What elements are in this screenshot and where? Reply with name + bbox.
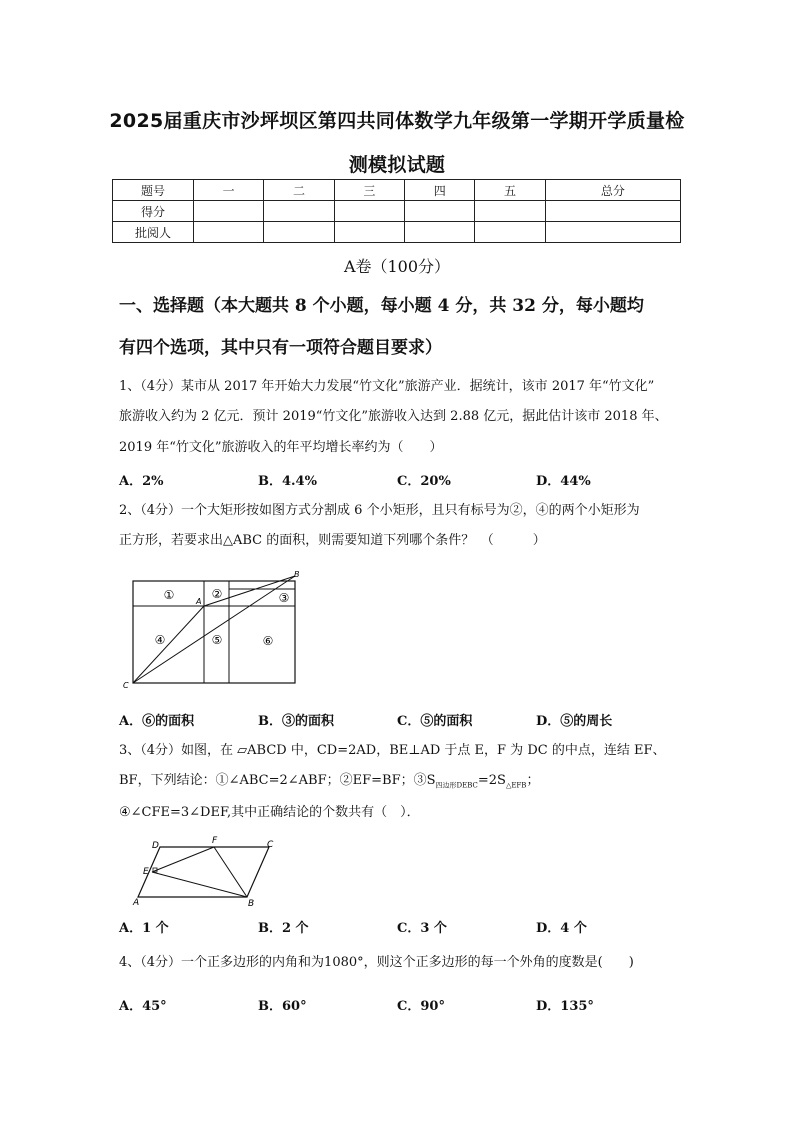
q2-figure: [118, 568, 308, 692]
region-label-6: ⑥: [262, 634, 274, 648]
point-label-c: C: [267, 840, 274, 850]
q4-option-c: C．90°: [397, 999, 445, 1014]
score-cell: [334, 222, 404, 243]
q3-area-subscript: 四边形DEBC: [435, 781, 478, 790]
score-table-row: [113, 222, 681, 243]
q1-option-d: D．44%: [536, 474, 591, 489]
section-heading-line1: 一、选择题（本大题共 8 个小题，每小题 4 分，共 32 分，每小题均: [119, 296, 644, 316]
q3-figure: [130, 832, 280, 907]
point-label-a: A: [133, 898, 140, 907]
q3-line1: 3、（4分）如图，在 ▱ABCD 中，CD=2AD，BE⊥AD 于点 E，F 为 DC 的中点，连结 EF、: [119, 743, 666, 758]
q3-line2-text: ；: [526, 773, 540, 788]
q3-option-b: B．2 个: [258, 921, 309, 936]
point-label-e: E: [143, 867, 149, 877]
region-label-4: ④: [154, 633, 166, 647]
parallelogram-abcd: [138, 847, 269, 897]
q2-option-b: B．③的面积: [258, 714, 334, 729]
point-label-d: D: [152, 841, 159, 851]
score-cell: [475, 201, 545, 222]
q1-line3: 2019 年“竹文化”旅游收入的年平均增长率约为（ ）: [119, 440, 443, 455]
q1-line1: 1、（4分）某市从 2017 年开始大力发展“竹文化”旅游产业．据统计，该市 2017 年“竹文化”: [119, 379, 655, 394]
region-label-5: ⑤: [211, 633, 223, 647]
score-table-header-row: [113, 180, 681, 201]
q1-option-b: B．4.4%: [258, 474, 317, 489]
point-label-a: A: [196, 597, 202, 606]
score-table-header-cell: 一: [194, 180, 264, 201]
q3-line3: ④∠CFE=3∠DEF,其中正确结论的个数共有（ ）．: [119, 805, 420, 820]
q3-line2-text: =2S: [477, 773, 506, 788]
region-label-1: ①: [163, 588, 175, 602]
score-cell: [194, 222, 264, 243]
q2-option-c: C．⑤的面积: [397, 714, 473, 729]
q2-line2: 正方形，若要求出△ABC 的面积，则需要知道下列哪个条件？ （ ）: [119, 533, 546, 548]
q3-option-a: A．1 个: [119, 921, 169, 936]
score-cell: [545, 201, 680, 222]
region-label-3: ③: [278, 591, 290, 605]
exam-title-line2: 测模拟试题: [348, 154, 446, 176]
score-cell: [334, 201, 404, 222]
score-table-header-cell: 总分: [545, 180, 680, 201]
score-cell: [475, 222, 545, 243]
q1-option-c: C．20%: [397, 474, 451, 489]
point-label-b: B: [248, 899, 255, 907]
segment-ca: [133, 606, 204, 683]
score-table-header-cell: 二: [264, 180, 334, 201]
score-table: [112, 179, 681, 243]
q2-option-d: D．⑤的周长: [536, 714, 613, 729]
region-label-2: ②: [211, 587, 223, 601]
q2-line1: 2、（4分）一个大矩形按如图方式分割成 6 个小矩形，且只有标号为②，④的两个小矩形为: [119, 503, 640, 518]
section-heading-line2: 有四个选项，其中只有一项符合题目要求）: [119, 338, 442, 358]
point-label-b: B: [294, 570, 300, 579]
q4-line1: 4、（4分）一个正多边形的内角和为1080°，则这个正多边形的每一个外角的度数是( ): [119, 955, 634, 970]
score-table-header-cell: 五: [475, 180, 545, 201]
exam-title-line1: 2025届重庆市沙坪坝区第四共同体数学九年级第一学期开学质量检: [109, 110, 685, 132]
segment-ef: [152, 847, 214, 872]
score-table-header-cell: 三: [334, 180, 404, 201]
score-cell: [405, 201, 475, 222]
score-cell: [545, 222, 680, 243]
q3-area-subscript: △EFB: [505, 781, 527, 790]
q4-option-d: D．135°: [536, 999, 594, 1014]
score-cell: [194, 201, 264, 222]
score-cell: [264, 222, 334, 243]
q1-option-a: A．2%: [119, 474, 164, 489]
part-a-heading: A卷（100分）: [343, 257, 451, 276]
score-row-label: 得分: [113, 201, 194, 222]
score-table-header-cell: 四: [405, 180, 475, 201]
point-label-f: F: [212, 836, 218, 846]
point-label-c: C: [123, 681, 129, 690]
q3-option-c: C．3 个: [397, 921, 447, 936]
score-cell: [264, 201, 334, 222]
q1-line2: 旅游收入约为 2 亿元．预计 2019“竹文化”旅游收入达到 2.88 亿元，据此估计该市 2018 年、: [119, 409, 668, 424]
score-row-label: 批阅人: [113, 222, 194, 243]
q3-line2-text: BF，下列结论：①∠ABC=2∠ABF；②EF=BF；③S: [119, 773, 436, 788]
q3-option-d: D．4 个: [536, 921, 587, 936]
score-table-header-cell: 题号: [113, 180, 194, 201]
q2-option-a: A．⑥的面积: [119, 714, 195, 729]
score-table-row: [113, 201, 681, 222]
q4-option-a: A．45°: [119, 999, 167, 1014]
q4-option-b: B．60°: [258, 999, 307, 1014]
score-cell: [405, 222, 475, 243]
